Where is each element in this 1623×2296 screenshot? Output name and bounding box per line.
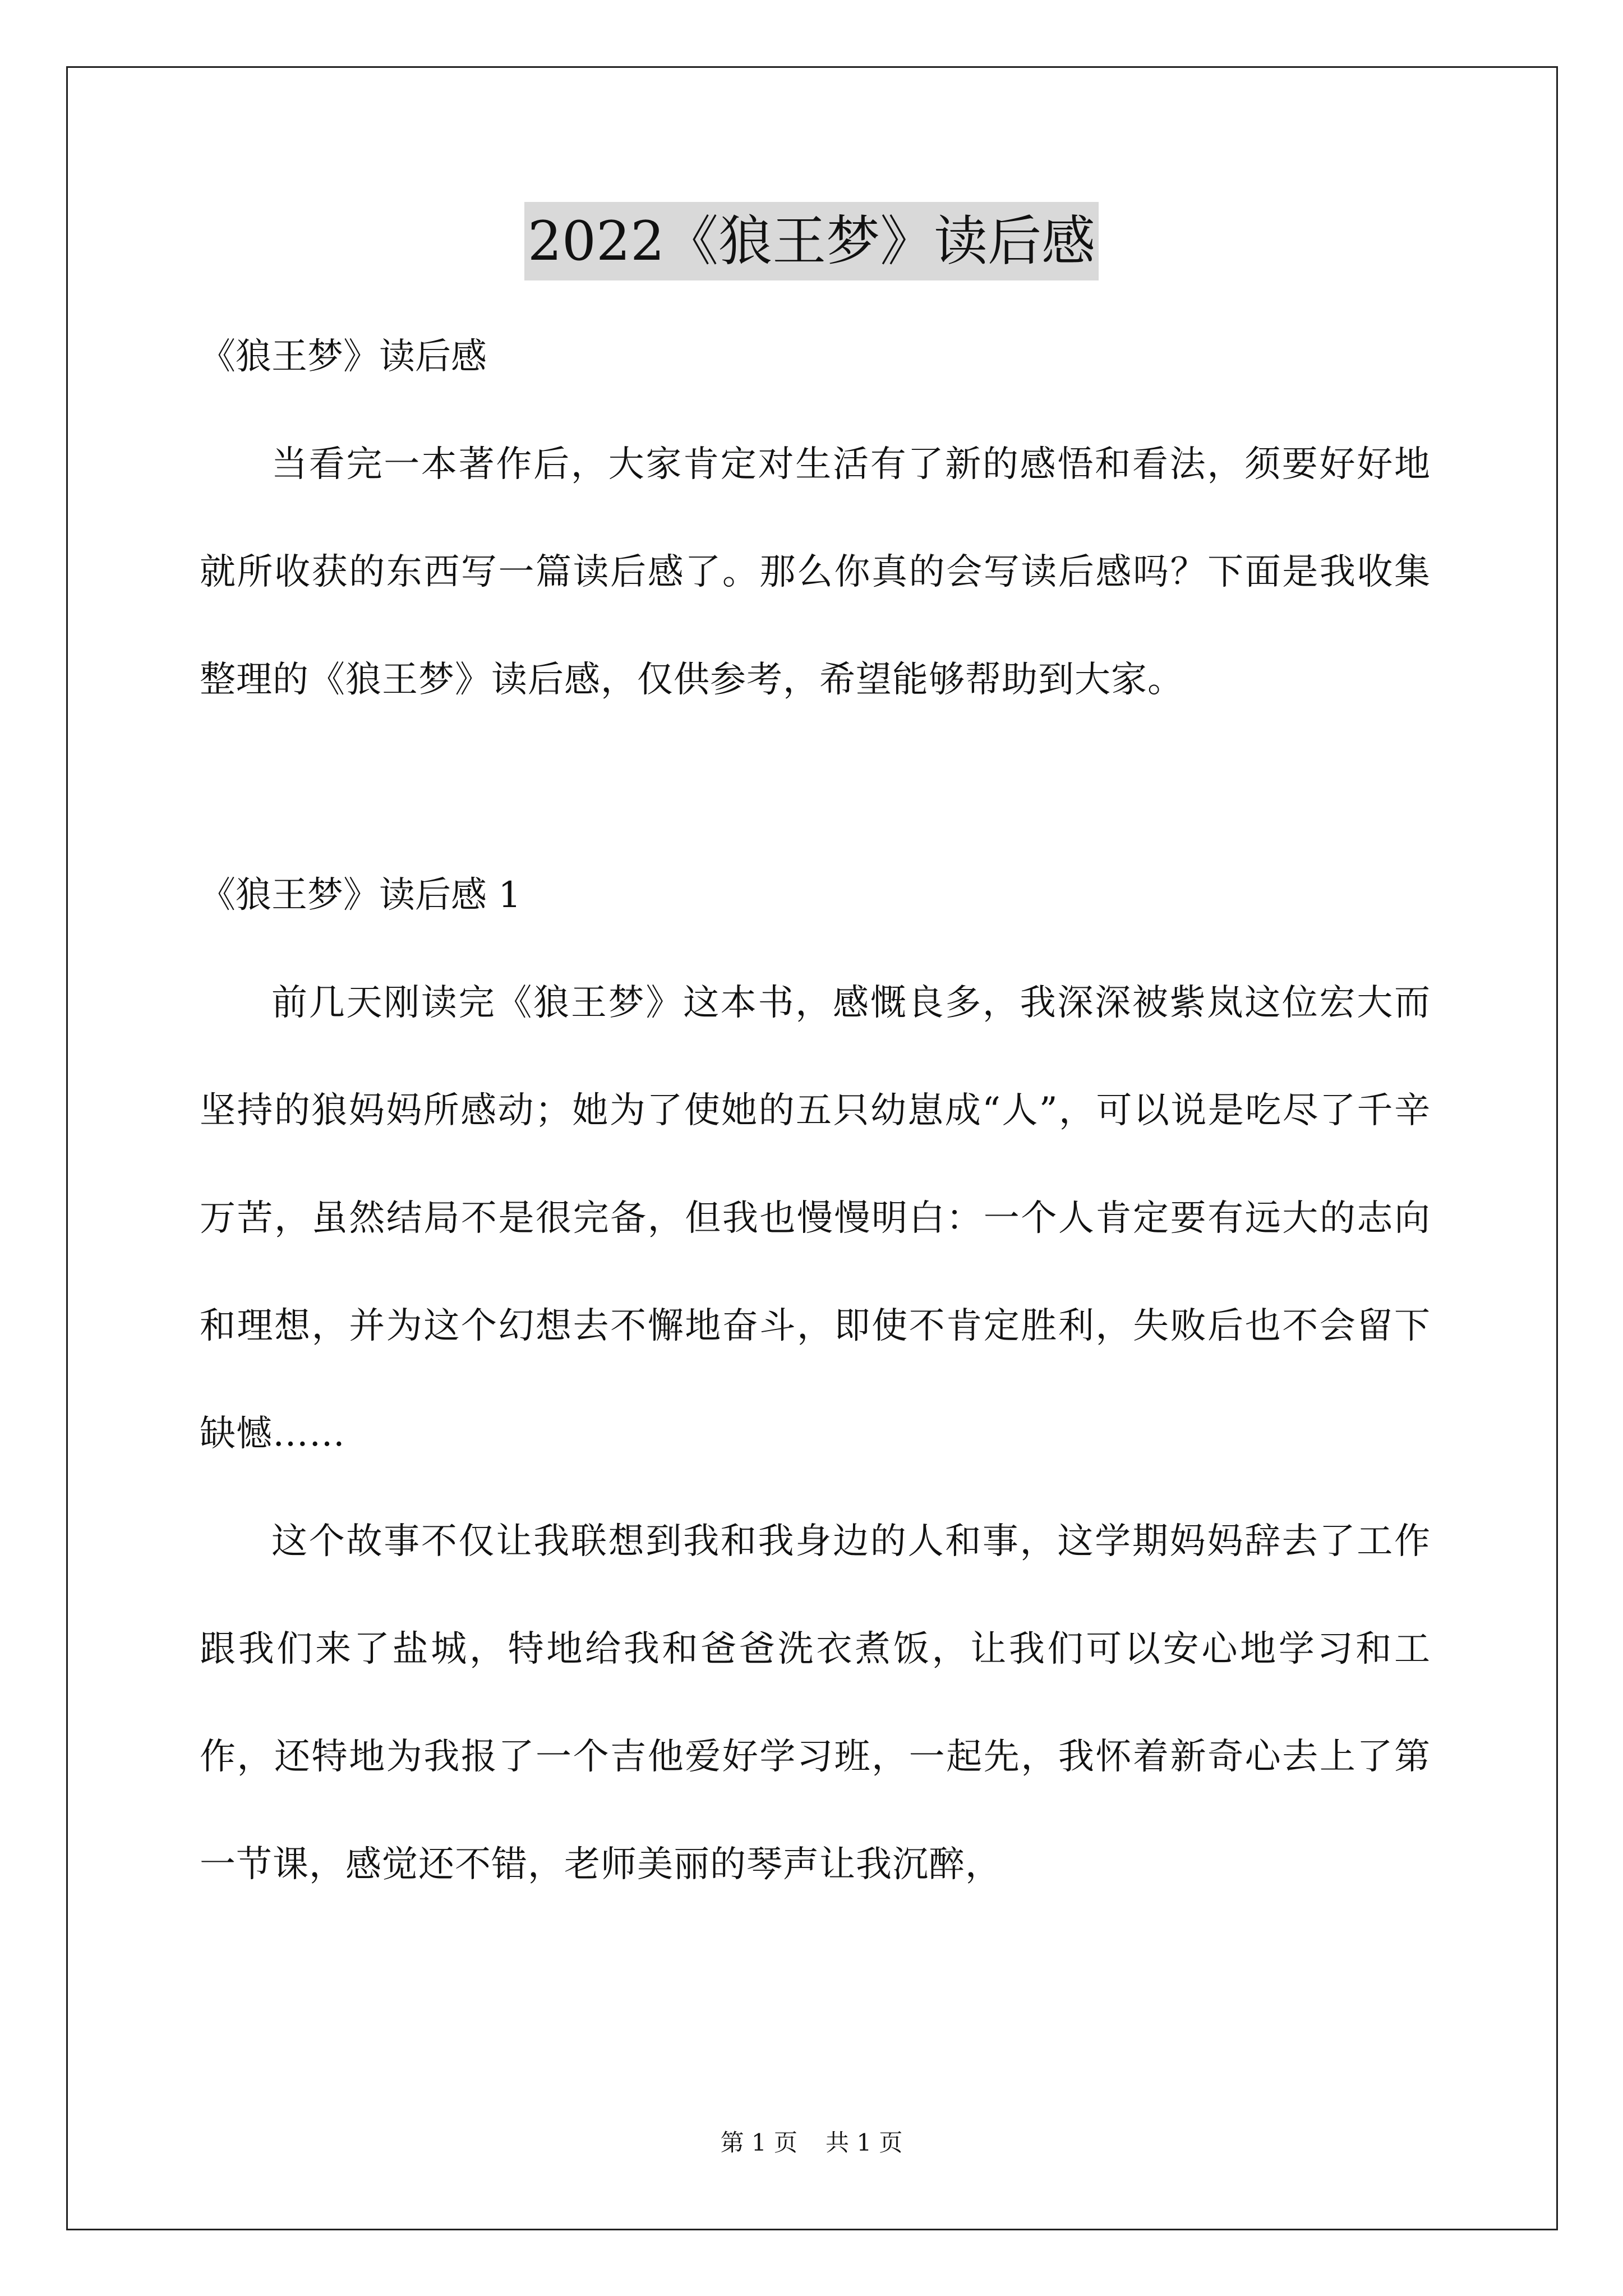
section-heading: 《狼王梦》读后感 1 xyxy=(200,875,522,916)
body-paragraph: 前几天刚读完《狼王梦》这本书，感慨良多，我深深被紫岚这位宏大而坚持的狼妈妈所感动；她为了使她的五只幼崽成“人”，可以说是吃尽了千辛万苦，虽然结局不是很完备，但我也慢慢明白：一个人肯定要有远大的志向和理想，并为这个幻想去不懈地奋斗，即使不肯定胜利，失败后也不会留下缺憾…… xyxy=(200,982,1431,1455)
intro-paragraph: 当看完一本著作后，大家肯定对生活有了新的感悟和看法，须要好好地就所收获的东西写一篇读后感了。那么你真的会写读后感吗？下面是我收集整理的《狼王梦》读后感，仅供参考，希望能够帮助到大家。 xyxy=(200,444,1431,701)
section-spacer xyxy=(200,734,1431,841)
page-total: 共 1 页 xyxy=(826,2129,903,2156)
document-body xyxy=(200,303,1431,1918)
document-title: 2022《狼王梦》读后感 xyxy=(524,202,1099,280)
title-container xyxy=(0,202,1623,280)
page-footer xyxy=(0,2126,1623,2160)
body-paragraph: 这个故事不仅让我联想到我和我身边的人和事，这学期妈妈辞去了工作跟我们来了盐城，特地给我和爸爸洗衣煮饭，让我们可以安心地学习和工作，还特地为我报了一个吉他爱好学习班，一起先，我怀着新奇心去上了第一节课，感觉还不错，老师美丽的琴声让我沉醉， xyxy=(200,1521,1431,1885)
intro-heading: 《狼王梦》读后感 xyxy=(200,336,487,378)
page-number: 第 1 页 xyxy=(720,2129,797,2156)
